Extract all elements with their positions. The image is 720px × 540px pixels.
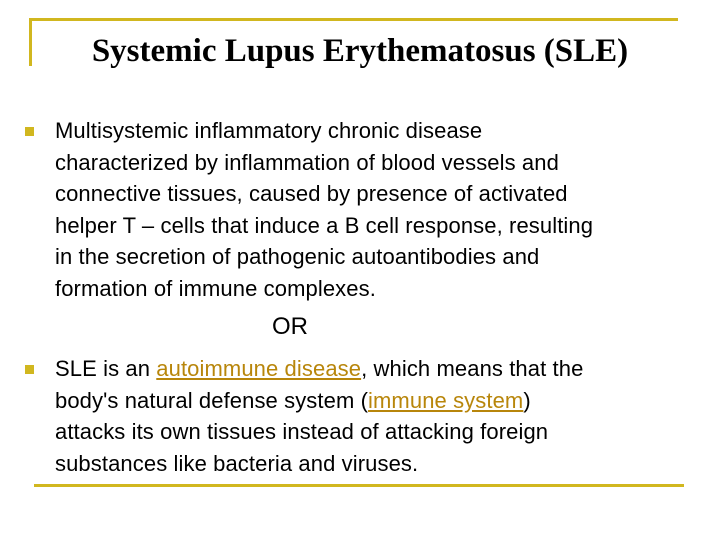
bullet-definition-text (55, 115, 695, 304)
immune-system-link[interactable]: immune system (368, 387, 524, 413)
text-line: in the secretion of pathogenic autoantibodies and (55, 244, 540, 269)
text-line (55, 385, 695, 417)
text-segment: , which means that the (361, 356, 584, 381)
bullet-autoimmune-text (55, 353, 695, 479)
text-line: formation of immune complexes. (55, 275, 376, 301)
text-line: attacks its own tissues instead of attacking foreign (55, 419, 549, 444)
text-line: connective tissues, caused by presence of activated (55, 181, 568, 206)
frame-bottom-border (34, 484, 684, 487)
text-line: characterized by inflammation of blood vessels and (55, 149, 559, 175)
text-line: Multisystemic inflammatory chronic disease (55, 118, 483, 143)
or-separator: OR (272, 313, 308, 340)
text-segment: SLE is an (55, 356, 157, 381)
autoimmune-disease-link[interactable]: autoimmune disease (156, 356, 362, 381)
slide-title: Systemic Lupus Erythematosus (SLE) (91, 33, 629, 69)
bullet-square-icon (25, 127, 34, 136)
text-line (55, 353, 695, 385)
text-segment: body's natural defense system ( (55, 387, 369, 413)
text-line: helper T – cells that induce a B cell response, resulting (55, 212, 594, 238)
bullet-square-icon (25, 365, 34, 374)
text-line: substances like bacteria and viruses. (55, 450, 419, 476)
text-segment: ) (523, 387, 531, 413)
frame-top-border (29, 18, 678, 21)
